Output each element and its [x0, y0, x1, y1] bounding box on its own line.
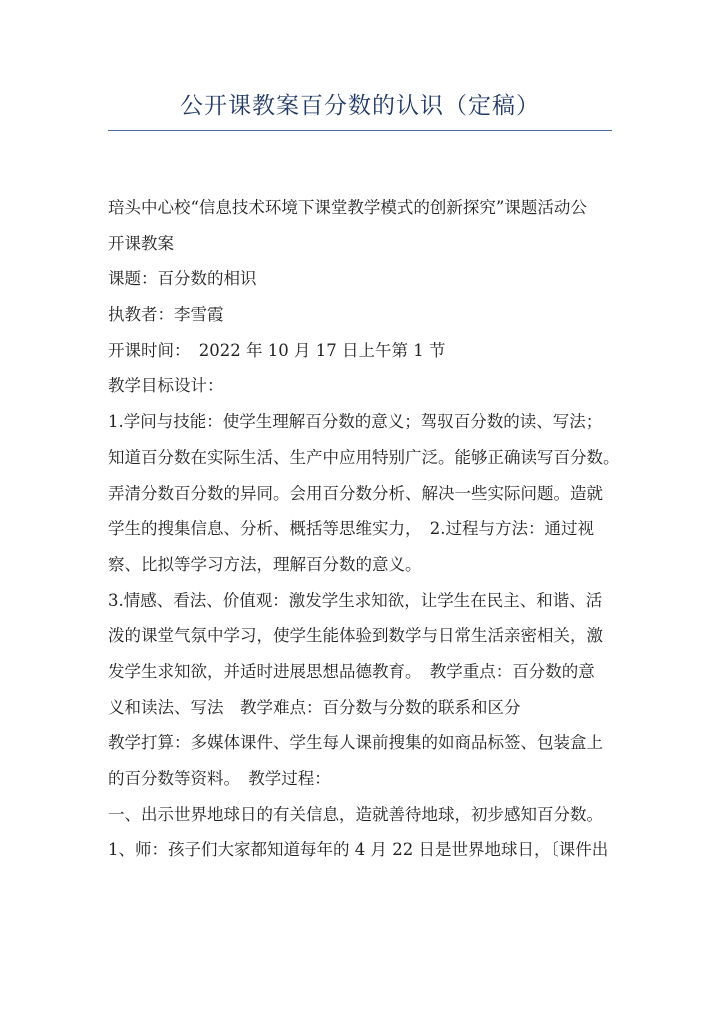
text-line: 察、比拟等学习方法，理解百分数的意义。 [108, 554, 422, 574]
text-line: 琣头中心校“信息技术环境下课堂教学模式的创新探究”课题活动公 [108, 198, 587, 217]
text-line: 一、出示世界地球日的有关信息，造就善待地球，初步感知百分数。 [108, 804, 603, 824]
text-line: 开课教案 [108, 233, 174, 253]
text-line: 义和读法、写法 教学难点：百分数与分数的联系和区分 [108, 697, 521, 717]
document-body [108, 190, 628, 868]
text-line: 1.学问与技能：使学生理解百分数的意义；驾驭百分数的读、写法； [108, 412, 603, 432]
text-line: 开课时间： 2022 年 10 月 17 日上午第 1 节 [108, 340, 446, 360]
text-line: 学生的搜集信息、分析、概括等思维实力， 2.过程与方法：通过视 [108, 519, 594, 539]
text-line: 教学打算：多媒体课件、学生每人课前搜集的如商品标签、包装盒上 [108, 733, 603, 753]
text-line: 教学目标设计： [108, 376, 224, 396]
text-line: 知道百分数在实际生活、生产中应用特别广泛。能够正确读写百分数。 [108, 447, 620, 467]
text-line: 发学生求知欲，并适时进展思想品德教育。 教学重点：百分数的意 [108, 661, 595, 681]
text-line: 3.情感、看法、价值观：激发学生求知欲，让学生在民主、和谐、活 [108, 590, 603, 610]
document-title: 公开课教案百分数的认识（定稿） [180, 93, 540, 119]
text-line: 1、师：孩子们大家都知道每年的 4 月 22 日是世界地球日，〔课件出 [108, 840, 609, 860]
title-divider [108, 130, 612, 131]
text-line: 弄清分数百分数的异同。会用百分数分析、解决一些实际问题。造就 [108, 483, 603, 503]
text-line: 课题：百分数的相识 [108, 269, 257, 289]
text-line: 的百分数等资料。 教学过程： [108, 769, 331, 788]
text-line: 执教者：李雪霞 [108, 305, 224, 325]
text-line: 泼的课堂气氛中学习，使学生能体验到数学与日常生活亲密相关，激 [108, 626, 603, 646]
